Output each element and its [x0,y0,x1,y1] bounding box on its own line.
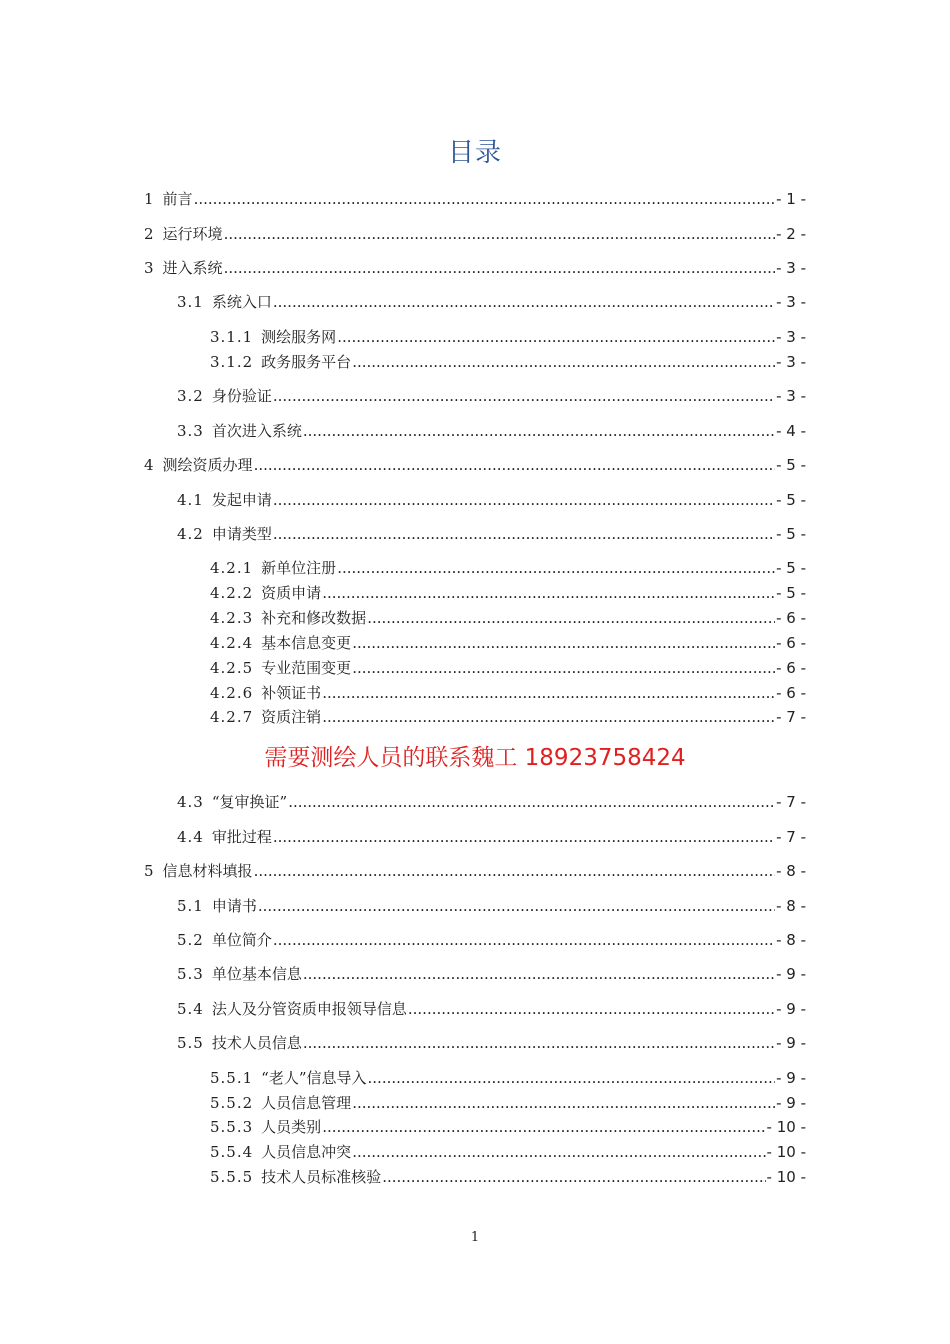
toc-entry[interactable] [210,327,806,347]
toc-entry-page: - 3 - [776,293,806,311]
toc-leader-dots [273,386,775,406]
toc-leader-dots [368,1068,776,1088]
toc-leader-dots [367,608,775,628]
toc-entry-title: 前言 [162,190,193,208]
toc-entry-page: - 3 - [776,353,806,371]
toc-leader-dots [322,1117,765,1137]
toc-entry[interactable] [144,189,806,209]
toc-leader-dots [352,1142,765,1162]
toc-entry-number: 3.3 [177,422,204,440]
toc-entry-number: 5.5.5 [210,1168,254,1186]
toc-entry-page: - 1 - [776,190,806,208]
toc-entry-title: 技术人员信息 [211,1034,302,1052]
toc-entry-page: - 6 - [776,684,806,702]
toc-entry-number: 5.5.1 [210,1069,254,1087]
toc-entry[interactable] [210,633,806,653]
toc-entry-title: 单位基本信息 [211,965,302,983]
toc-leader-dots [254,455,776,475]
toc-leader-dots [258,896,775,916]
toc-entry-title: 政务服务平台 [261,353,352,371]
toc-entry-page: - 9 - [776,1094,806,1112]
toc-entry-page: - 3 - [776,328,806,346]
toc-leader-dots [337,327,775,347]
toc-entry[interactable] [210,1142,806,1162]
toc-entry-number: 4.2.4 [210,634,254,652]
toc-entry-number: 4 [144,456,155,474]
toc-entry[interactable] [210,1068,806,1088]
toc-leader-dots [303,964,775,984]
toc-entry-title: 首次进入系统 [211,422,302,440]
toc-leader-dots [303,1033,775,1053]
toc-entry-number: 3 [144,259,155,277]
toc-entry-page: - 9 - [776,1000,806,1018]
toc-entry[interactable] [177,421,806,441]
toc-entry-number: 5.5.2 [210,1094,254,1112]
toc-entry-number: 5.5.3 [210,1118,254,1136]
toc-entry-page: - 5 - [776,525,806,543]
toc-entry[interactable] [177,490,806,510]
toc-entry-number: 4.3 [177,793,204,811]
toc-entry[interactable] [177,930,806,950]
toc-entry-number: 3.1.2 [210,353,254,371]
toc-entry[interactable] [177,827,806,847]
toc-entry-title: 基本信息变更 [261,634,352,652]
toc-leader-dots [224,258,776,278]
toc-leader-dots [273,827,775,847]
toc-entry-number: 4.2.3 [210,609,254,627]
toc-entry-title: 技术人员标准核验 [261,1168,382,1186]
toc-entry-number: 5.4 [177,1000,204,1018]
toc-leader-dots [352,352,775,372]
toc-entry-page: - 5 - [776,584,806,602]
toc-entry[interactable] [210,352,806,372]
toc-leader-dots [352,658,775,678]
toc-entry-title: “老人”信息导入 [261,1069,367,1087]
toc-entry-title: 进入系统 [162,259,223,277]
toc-entry[interactable] [177,524,806,544]
toc-entry[interactable] [210,583,806,603]
toc-entry[interactable] [210,1093,806,1113]
toc-leader-dots [303,421,775,441]
toc-entry[interactable] [210,658,806,678]
toc-entry-page: - 2 - [776,225,806,243]
toc-leader-dots [273,490,775,510]
toc-entry-title: 身份验证 [211,387,272,405]
toc-leader-dots [224,224,776,244]
toc-entry-title: 新单位注册 [261,559,337,577]
toc-entry-title: 资质注销 [261,708,322,726]
toc-entry-page: - 8 - [776,897,806,915]
toc-entry-number: 5.5.4 [210,1143,254,1161]
toc-leader-dots [322,583,775,603]
toc-entry-title: 资质申请 [261,584,322,602]
toc-entry-title: 人员信息管理 [261,1094,352,1112]
toc-leader-dots [382,1167,765,1187]
toc-entry-number: 4.4 [177,828,204,846]
toc-entry-page: - 3 - [776,259,806,277]
toc-entry-number: 2 [144,225,155,243]
toc-entry-number: 3.2 [177,387,204,405]
toc-entry-title: “复审换证” [211,793,288,811]
toc-entry-title: 人员类别 [261,1118,322,1136]
toc-entry[interactable] [177,964,806,984]
toc-entry-title: 测绘资质办理 [162,456,253,474]
toc-entry-number: 4.2.7 [210,708,254,726]
toc-entry-title: 法人及分管资质申报领导信息 [211,1000,407,1018]
toc-entry-page: - 8 - [776,931,806,949]
toc-entry-page: - 5 - [776,456,806,474]
toc-entry-number: 4.2.1 [210,559,254,577]
toc-entry[interactable] [177,999,806,1019]
toc-leader-dots [322,707,775,727]
toc-leader-dots [352,633,775,653]
toc-entry-title: 系统入口 [211,293,272,311]
toc-entry-number: 5.1 [177,897,204,915]
toc-entry-number: 4.2 [177,525,204,543]
toc-entry-page: - 10 - [766,1118,806,1136]
toc-entry[interactable] [144,861,806,881]
toc-leader-dots [273,930,775,950]
toc-entry[interactable] [177,1033,806,1053]
toc-entry-title: 测绘服务网 [261,328,337,346]
toc-entry-page: - 5 - [776,559,806,577]
toc-entry-page: - 10 - [766,1168,806,1186]
toc-entry-page: - 7 - [776,793,806,811]
toc-entry[interactable] [210,608,806,628]
toc-entry-title: 申请类型 [211,525,272,543]
toc-entry-title: 运行环境 [162,225,223,243]
toc-entry-number: 5 [144,862,155,880]
toc-entry-number: 3.1.1 [210,328,254,346]
toc-entry-page: - 3 - [776,387,806,405]
toc-entry[interactable] [177,386,806,406]
toc-entry-number: 4.2.6 [210,684,254,702]
toc-entry-number: 1 [144,190,155,208]
toc-entry-title: 补充和修改数据 [261,609,367,627]
toc-leader-dots [337,558,775,578]
toc-entry-page: - 10 - [766,1143,806,1161]
toc-entry[interactable] [177,792,806,812]
toc-entry-page: - 5 - [776,491,806,509]
toc-entry[interactable] [144,258,806,278]
toc-entry-page: - 9 - [776,1034,806,1052]
toc-entry-page: - 8 - [776,862,806,880]
toc-entry-page: - 7 - [776,708,806,726]
toc-entry-page: - 9 - [776,965,806,983]
toc-entry[interactable] [210,1167,806,1187]
toc-entry[interactable] [177,896,806,916]
toc-entry[interactable] [210,683,806,703]
toc-entry-page: - 6 - [776,634,806,652]
toc-entry-number: 4.2.5 [210,659,254,677]
toc-entry[interactable] [144,224,806,244]
toc-entry-title: 专业范围变更 [261,659,352,677]
toc-entry-title: 审批过程 [211,828,272,846]
toc-entry-page: - 7 - [776,828,806,846]
toc-entry-title: 申请书 [211,897,257,915]
toc-leader-dots [194,189,776,209]
toc-title: 目录 [447,138,502,168]
toc-leader-dots [254,861,776,881]
toc-entry[interactable] [210,558,806,578]
toc-leader-dots [408,999,775,1019]
toc-leader-dots [288,792,775,812]
toc-entry[interactable] [210,1117,806,1137]
toc-entry[interactable] [210,707,806,727]
toc-entry-page: - 6 - [776,609,806,627]
contact-banner: 需要测绘人员的联系魏工 18923758424 [264,745,686,771]
toc-entry-number: 4.2.2 [210,584,254,602]
toc-leader-dots [273,524,775,544]
toc-entry-page: - 6 - [776,659,806,677]
toc-entry-title: 补领证书 [261,684,322,702]
page-number: 1 [470,1230,480,1245]
toc-leader-dots [322,683,775,703]
toc-entry-number: 5.5 [177,1034,204,1052]
toc-entry-number: 5.3 [177,965,204,983]
toc-entry-title: 人员信息冲突 [261,1143,352,1161]
toc-entry-title: 信息材料填报 [162,862,253,880]
toc-entry-title: 单位简介 [211,931,272,949]
toc-leader-dots [273,292,775,312]
toc-entry-number: 3.1 [177,293,204,311]
toc-entry[interactable] [177,292,806,312]
toc-entry-page: - 4 - [776,422,806,440]
toc-entry[interactable] [144,455,806,475]
toc-entry-title: 发起申请 [211,491,272,509]
toc-entry-number: 4.1 [177,491,204,509]
toc-entry-number: 5.2 [177,931,204,949]
toc-leader-dots [352,1093,775,1113]
toc-entry-page: - 9 - [776,1069,806,1087]
